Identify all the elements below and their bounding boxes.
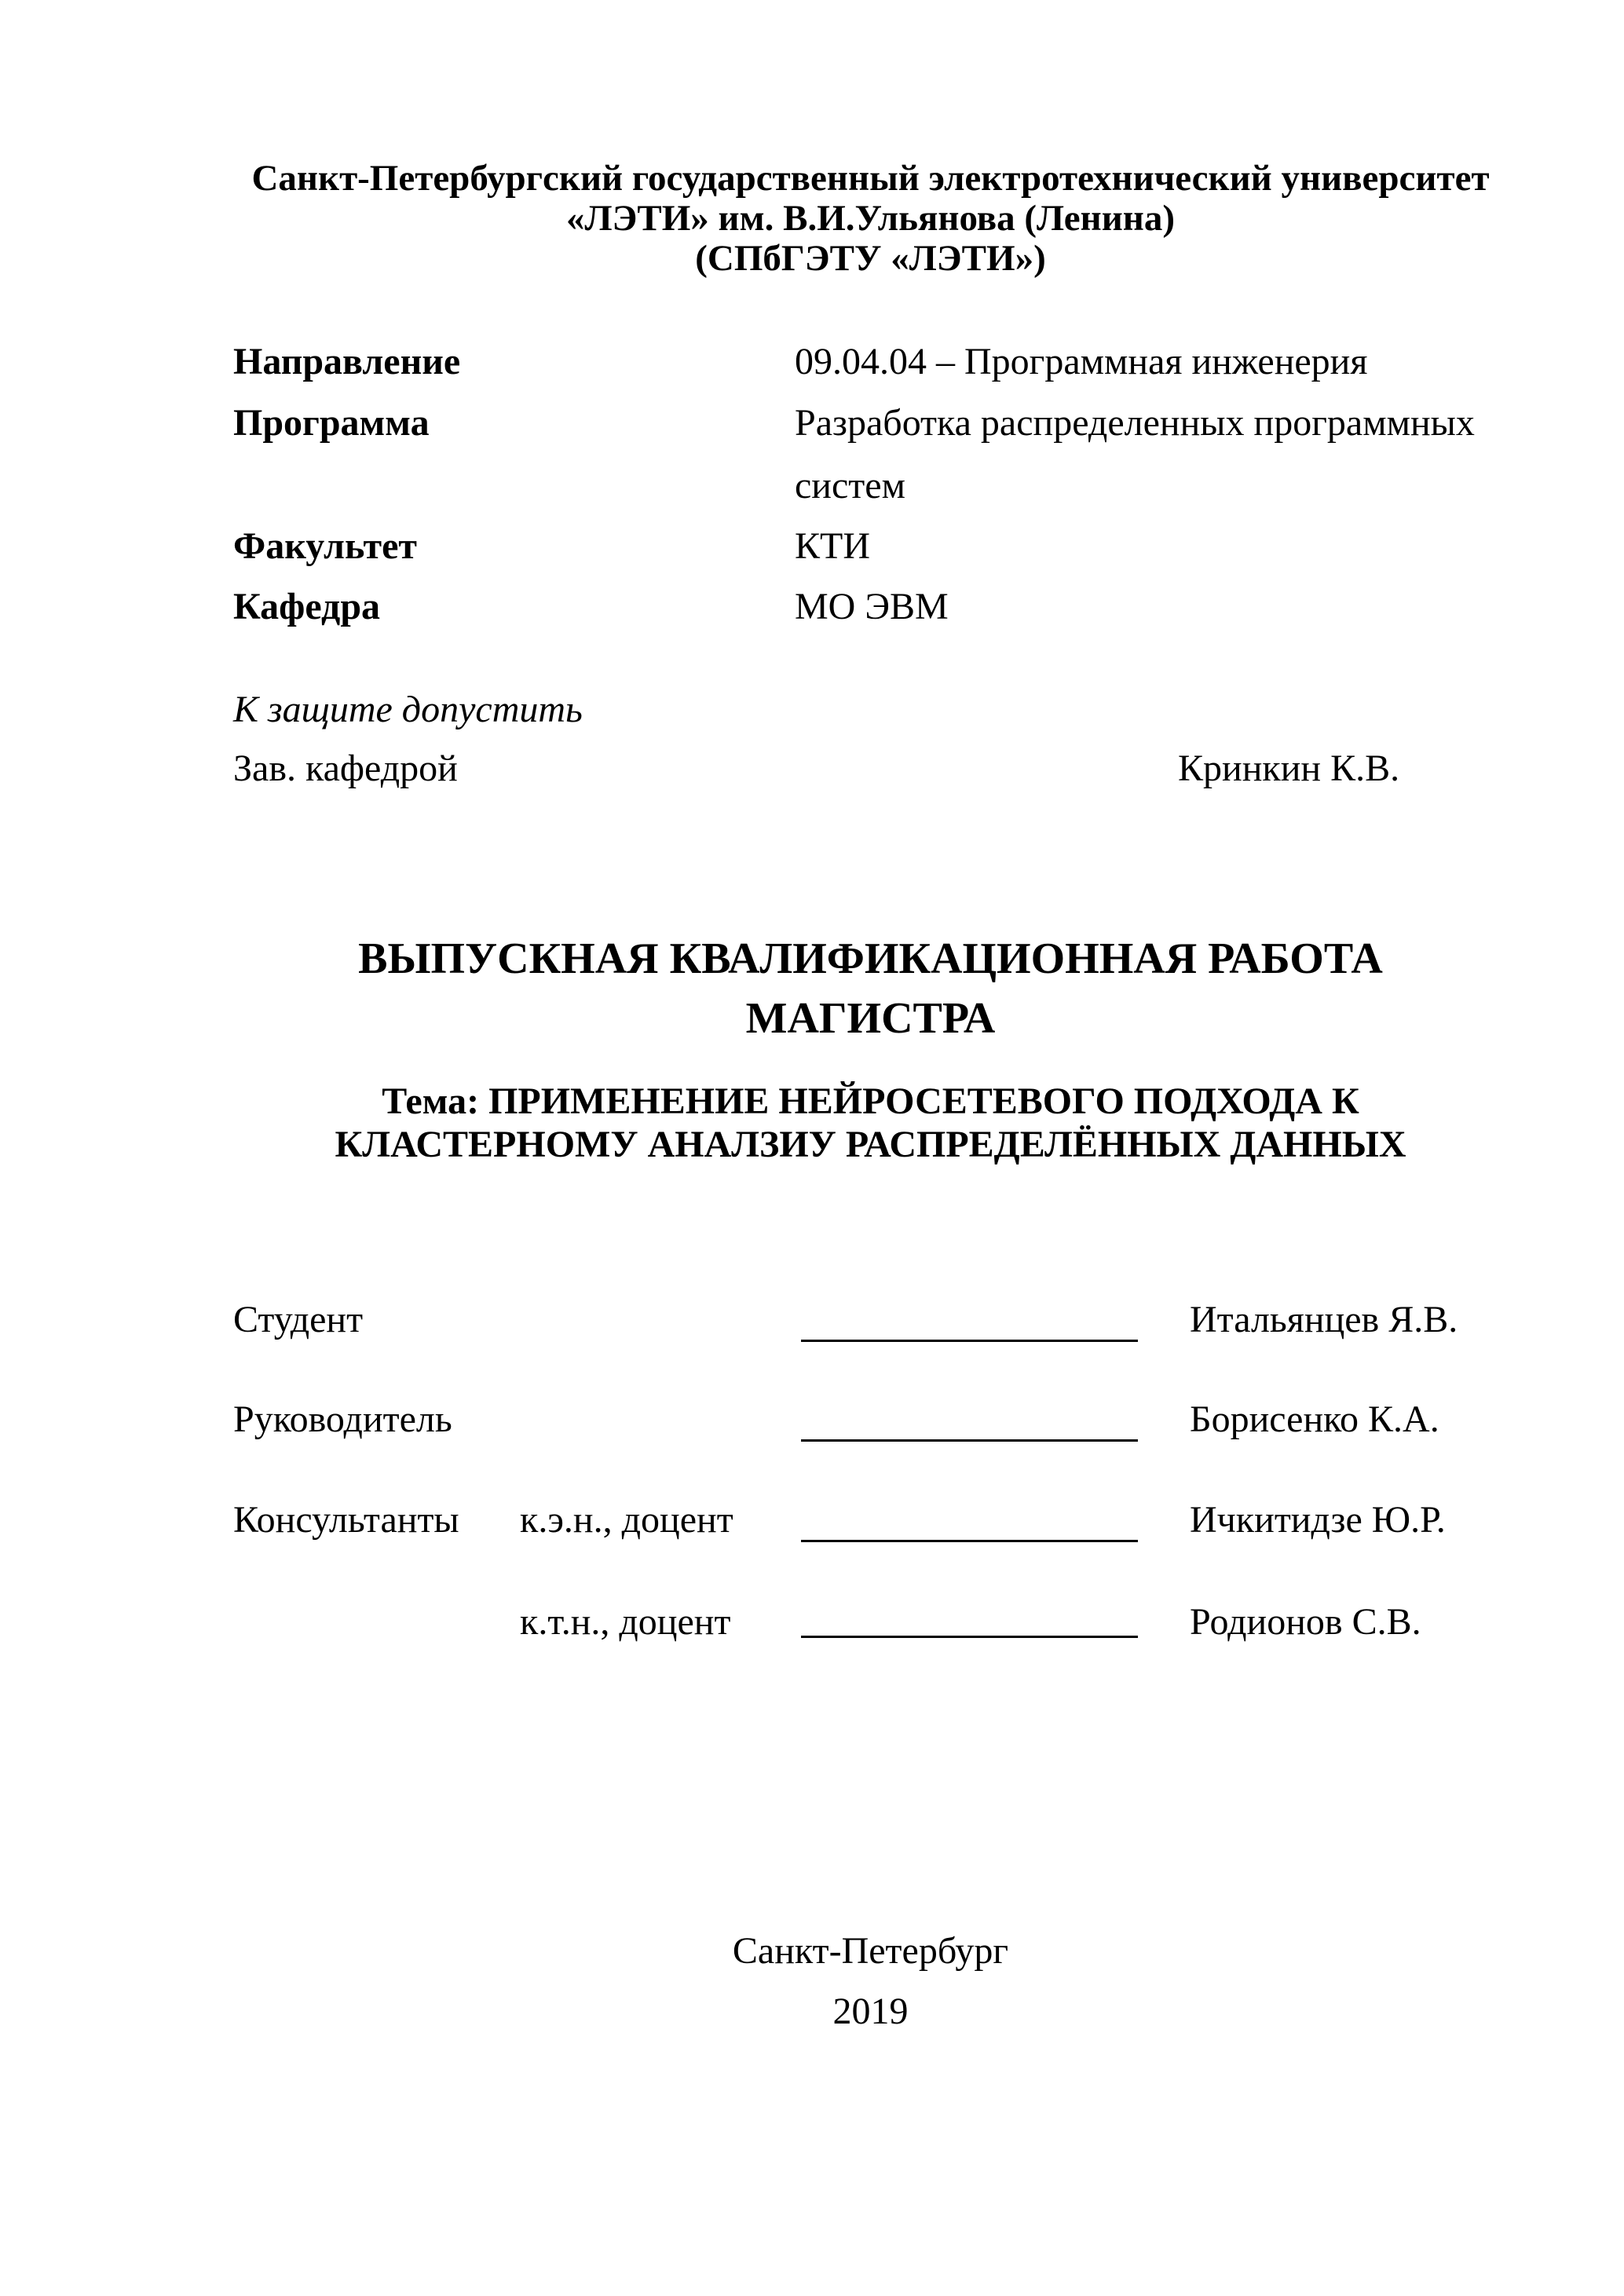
signature-name-consultant1: Ичкитидзе Ю.Р.: [1190, 1499, 1446, 1541]
field-label-napravlenie: Направление: [233, 341, 461, 382]
thesis-topic-line2: КЛАСТЕРНОМУ АНАЛЗИУ РАСПРЕДЕЛЁННЫХ ДАННЫХ: [335, 1124, 1406, 1165]
signature-role-supervisor: Руководитель: [233, 1398, 452, 1440]
signature-line: [801, 1636, 1138, 1638]
field-label-fakultet: Факультет: [233, 525, 417, 567]
thesis-topic: [233, 1080, 1508, 1166]
signature-role-consultants: Консультанты: [233, 1499, 459, 1541]
signature-line: [801, 1340, 1138, 1342]
field-value-napravlenie: 09.04.04 – Программная инженерия: [795, 341, 1368, 382]
university-header: [233, 159, 1508, 279]
admission-note: К защите допустить: [233, 689, 583, 730]
field-value-programma-line2: систем: [795, 465, 905, 506]
field-label-kafedra: Кафедра: [233, 586, 381, 627]
department-head-name: Кринкин К.В.: [1178, 748, 1400, 789]
signature-name-consultant2: Родионов С.В.: [1190, 1601, 1421, 1643]
university-abbreviation: (СПбГЭТУ «ЛЭТИ»): [695, 238, 1046, 279]
signature-line: [801, 1439, 1138, 1442]
thesis-title: [233, 929, 1508, 1048]
footer-year: 2019: [832, 1991, 909, 2032]
field-value-programma-line1: Разработка распределенных программных: [795, 402, 1475, 444]
signature-line: [801, 1540, 1138, 1542]
department-head-label: Зав. кафедрой: [233, 748, 458, 789]
thesis-title-line1: ВЫПУСКНАЯ КВАЛИФИКАЦИОННАЯ РАБОТА: [358, 934, 1383, 983]
thesis-title-line2: МАГИСТРА: [745, 994, 996, 1043]
footer-city: Санкт-Петербург: [732, 1930, 1009, 1972]
signature-role-student: Студент: [233, 1299, 364, 1340]
thesis-topic-line1: Тема: ПРИМЕНЕНИЕ НЕЙРОСЕТЕВОГО ПОДХОДА К: [382, 1080, 1359, 1122]
university-name-line1: Санкт-Петербургский государственный электротехнический университет: [251, 158, 1490, 199]
field-value-fakultet: КТИ: [795, 525, 870, 567]
signature-name-supervisor: Борисенко К.А.: [1190, 1398, 1439, 1440]
signature-degree-consultant1: к.э.н., доцент: [520, 1499, 733, 1541]
field-label-programma: Программа: [233, 402, 430, 444]
signature-name-student: Итальянцев Я.В.: [1190, 1299, 1458, 1340]
field-value-kafedra: МО ЭВМ: [795, 586, 949, 627]
signature-degree-consultant2: к.т.н., доцент: [520, 1601, 731, 1643]
university-name-line2: «ЛЭТИ» им. В.И.Ульянова (Ленина): [565, 198, 1176, 239]
